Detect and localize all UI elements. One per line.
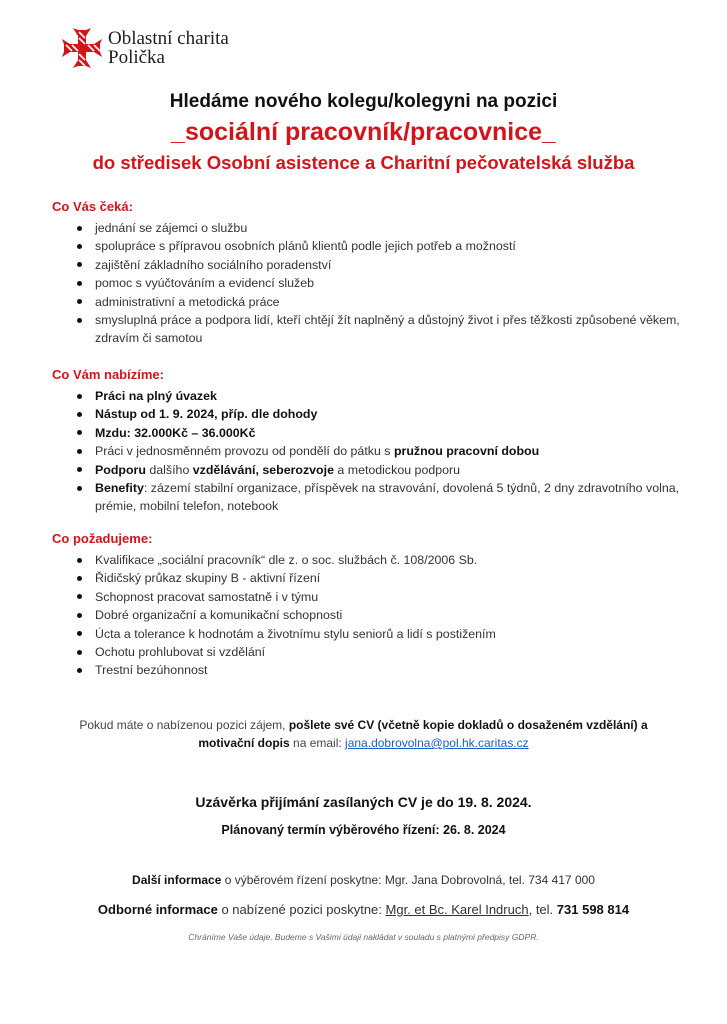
ceka-list: [52, 219, 692, 348]
list-item: Mzdu: 32.000Kč – 36.000Kč: [52, 424, 692, 442]
departments-line: do středisek Osobní asistence a Charitní pečovatelská služba: [92, 152, 635, 173]
list-item: Řidičský průkaz skupiny B - aktivní řízení: [52, 569, 692, 587]
further-info-contact: : Mgr. Jana Dobrovolná, tel. 734 417 000: [378, 873, 595, 887]
list-item: smysluplná práce a podpora lidí, kteří chtějí žít naplněný a důstojný život i přes těžkosti způsobené věkem, zdravím či samotou: [52, 311, 692, 348]
further-info-text: o výběrovém řízení poskytne: [221, 873, 379, 887]
list-item: Práci na plný úvazek: [52, 387, 692, 405]
further-info-label: Další informace: [132, 873, 222, 887]
gdpr-note: Chráníme Vaše údaje. Budeme s Vašimi údaji nakládat v souladu s platnými předpisy GDPR.: [188, 932, 539, 942]
list-item: Nástup od 1. 9. 2024, příp. dle dohody: [52, 405, 692, 423]
list-item: [52, 479, 692, 516]
instructions-text: Pokud máte o nabízenou pozici zájem,: [79, 718, 289, 732]
list-item: jednání se zájemci o službu: [52, 219, 692, 237]
logo-text: [108, 29, 229, 67]
list-item: pomoc s vyúčtováním a evidencí služeb: [52, 274, 692, 292]
list-item: Schopnost pracovat samostatně i v týmu: [52, 588, 692, 606]
item-text: Práci v jednosměnném provozu od pondělí do pátku s: [95, 444, 394, 459]
expert-contact-name: Mgr. et Bc. Karel Indruch: [385, 902, 529, 917]
application-instructions: [50, 716, 677, 752]
list-item: administrativní a metodická práce: [52, 293, 692, 311]
expert-info-label: Odborné informace: [97, 902, 218, 917]
item-text: dalšího: [145, 462, 193, 477]
list-item: Trestní bezúhonnost: [52, 661, 692, 679]
instructions-text: na email:: [289, 736, 346, 750]
further-info: [0, 873, 727, 887]
section-title: Co Vás čeká:: [52, 199, 133, 214]
item-emphasis: Podporu: [95, 462, 146, 477]
instructions-emphasis: pošlete své CV (včetně kopie dokladů o dosaženém vzdělání) a motivační dopis: [198, 718, 648, 750]
section-nabizime: [52, 366, 692, 516]
section-pozadujeme: [52, 530, 692, 680]
position-title: _sociální pracovník/pracovnice_: [171, 118, 556, 146]
pozadujeme-list: [52, 551, 692, 680]
nabizime-list: [52, 387, 692, 516]
interview-date: Plánovaný termín výběrového řízení: 26. 8. 2024: [221, 823, 506, 837]
expert-info-text: o nabízené pozici poskytne:: [217, 902, 386, 917]
charity-logo: [62, 28, 229, 68]
email-link[interactable]: jana.dobrovolna@pol.hk.caritas.cz: [345, 736, 529, 750]
list-item: Úcta a tolerance k hodnotám a životnímu stylu seniorů a lidí s postižením: [52, 625, 692, 643]
headline: [0, 90, 727, 175]
list-item: Ochotu prohlubovat si vzdělání: [52, 643, 692, 661]
list-item: Kvalifikace „sociální pracovník“ dle z. o soc. službách č. 108/2006 Sb.: [52, 551, 692, 569]
list-item: spolupráce s přípravou osobních plánů klientů podle jejich potřeb a možností: [52, 237, 692, 255]
list-item: Dobré organizační a komunikační schopnosti: [52, 606, 692, 624]
item-text: : zázemí stabilní organizace, příspěvek na stravování, dovolená 5 týdnů, 2 dny zdravotního volna, prémie, mobilní telefon, notebook: [95, 481, 680, 514]
expert-phone: 731 598 814: [556, 902, 630, 917]
logo-line-2: Polička: [108, 47, 165, 68]
section-ceka: [52, 198, 692, 348]
list-item: zajištění základního sociálního poradenství: [52, 256, 692, 274]
deadline: Uzávěrka přijímání zasílaných CV je do 19. 8. 2024.: [195, 794, 532, 810]
list-item: [52, 461, 692, 479]
item-text: a metodickou podporu: [333, 462, 461, 477]
expert-info-text: , tel.: [528, 902, 557, 917]
list-item: [52, 442, 692, 460]
headline-intro: Hledáme nového kolegu/kolegyni na pozici: [169, 91, 558, 112]
logo-line-1: Oblastní charita: [108, 28, 229, 49]
expert-info: [0, 902, 727, 917]
item-emphasis: Benefity: [95, 481, 144, 496]
item-emphasis: vzdělávání, seberozvoje: [192, 462, 334, 477]
charity-cross-icon: [62, 28, 102, 68]
item-emphasis: pružnou pracovní dobou: [393, 444, 540, 459]
section-title: Co požadujeme:: [52, 531, 153, 546]
section-title: Co Vám nabízíme:: [52, 367, 164, 382]
